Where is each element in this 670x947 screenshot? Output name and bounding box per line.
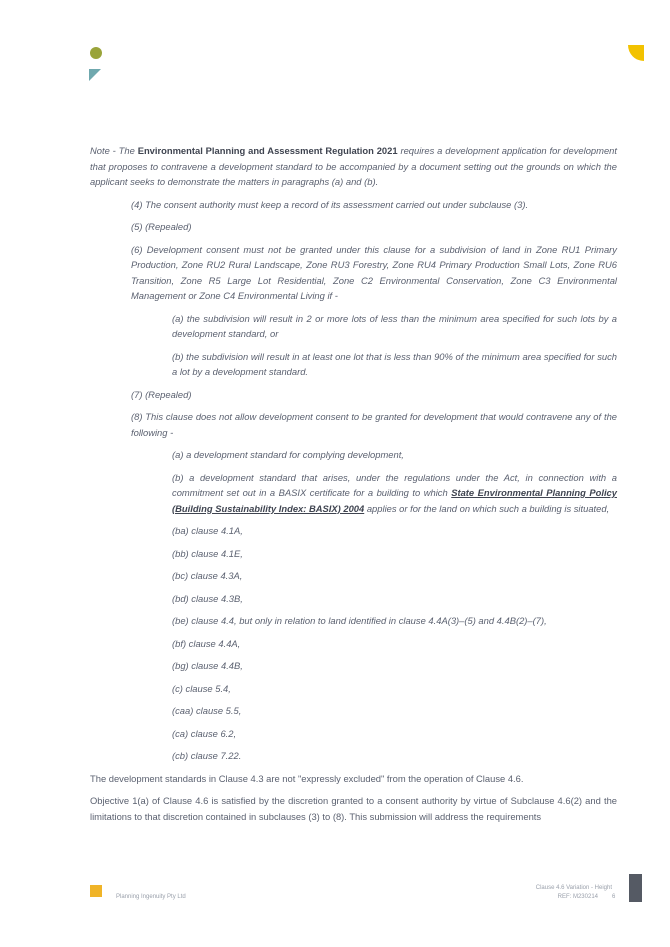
clause-8-bc: (bc) clause 4.3A, <box>172 570 243 581</box>
clause-8-bg: (bg) clause 4.4B, <box>172 660 243 671</box>
document-body <box>90 143 617 824</box>
clause-6-b: (b) the subdivision will result in at least one lot that is less than 90% of the minimum area specified for such a lot by a development standard. <box>172 350 617 377</box>
clause-8-be: (be) clause 4.4, but only in relation to land identified in clause 4.4A(3)–(5) and 4.4B(2)–(7), <box>172 615 547 626</box>
clause-8-bb: (bb) clause 4.1E, <box>172 547 243 559</box>
clause-8-bf: (bf) clause 4.4A, <box>172 637 241 649</box>
corner-accent-mark <box>628 45 644 61</box>
footer-logo-square <box>90 885 102 897</box>
clause-8-c: (c) clause 5.4, <box>172 682 231 694</box>
clause-8-caa: (caa) clause 5.5, <box>172 705 242 716</box>
clause-8-b-suffix: applies or for the land on which such a building is situated, <box>364 502 610 514</box>
logo-triangle-icon <box>89 69 101 81</box>
footer-ref: REF: M230214 <box>557 894 598 900</box>
clause-6-a: (a) the subdivision will result in 2 or more lots of less than the minimum area specified for such lots by a development standard, or <box>172 312 617 339</box>
logo-dot-icon <box>90 47 102 59</box>
clause-8-b <box>172 470 617 517</box>
sepp-basix-link[interactable]: State Environmental Planning Policy (Building Sustainability Index: BASIX) 2004 <box>172 487 617 514</box>
clause-8-b-prefix: (b) a development standard that arises, under the regulations under the Act, in connection with a commitment set out in a BASIX certificate for a building to which <box>172 471 617 498</box>
footer-side-bar <box>629 874 642 902</box>
clause-4: (4) The consent authority must keep a record of its assessment carried out under subclause (3). <box>131 198 529 210</box>
clause-8-a: (a) a development standard for complying development, <box>172 449 404 460</box>
clause-7: (7) (Repealed) <box>131 388 192 400</box>
clause-8-bd: (bd) clause 4.3B, <box>172 592 243 604</box>
note-prefix: Note - The <box>90 145 138 156</box>
note-paragraph <box>90 143 617 190</box>
clause-6: (6) Development consent must not be granted under this clause for a subdivision of land in Zone RU1 Primary Production, Zone RU2 Rural Landscape, Zone RU3 Forestry, Zone RU4 Primary Production Small Lots, Zone RU6 Transition, Zone R5 Large Lot Residential, Zone C2 Environmental Conservation, Zone C3 Environmental Management or Zone C4 Environmental Living if - <box>131 243 617 301</box>
body-paragraph-1: The development standards in Clause 4.3 are not "expressly excluded" from the operation of Clause 4.6. <box>90 772 524 784</box>
footer-doc-title: Clause 4.6 Variation - Height <box>535 885 612 891</box>
footer-company: Planning Ingenuity Pty Ltd <box>116 894 186 900</box>
clause-8: (8) This clause does not allow development consent to be granted for development that would contravene any of the following - <box>131 411 617 438</box>
regulation-name: Environmental Planning and Assessment Regulation 2021 <box>137 145 398 156</box>
clause-8-ca: (ca) clause 6.2, <box>172 727 237 739</box>
page-number: 6 <box>612 894 616 900</box>
clause-5: (5) (Repealed) <box>131 221 192 232</box>
note-suffix: requires a development application for development that proposes to contravene a development standard to be accompanied by a document setting out the grounds on which the applicant seeks to demonstrate the matters in paragraphs (a) and (b). <box>90 145 617 187</box>
clause-8-ba: (ba) clause 4.1A, <box>172 525 243 536</box>
clause-8-cb: (cb) clause 7.22. <box>172 750 242 761</box>
body-paragraph-2: Objective 1(a) of Clause 4.6 is satisfied by the discretion granted to a consent authority by virtue of Subclause 4.6(2) and the limitations to that discretion contained in subclauses (3) to (8). This submission will address the requirements <box>90 795 617 822</box>
